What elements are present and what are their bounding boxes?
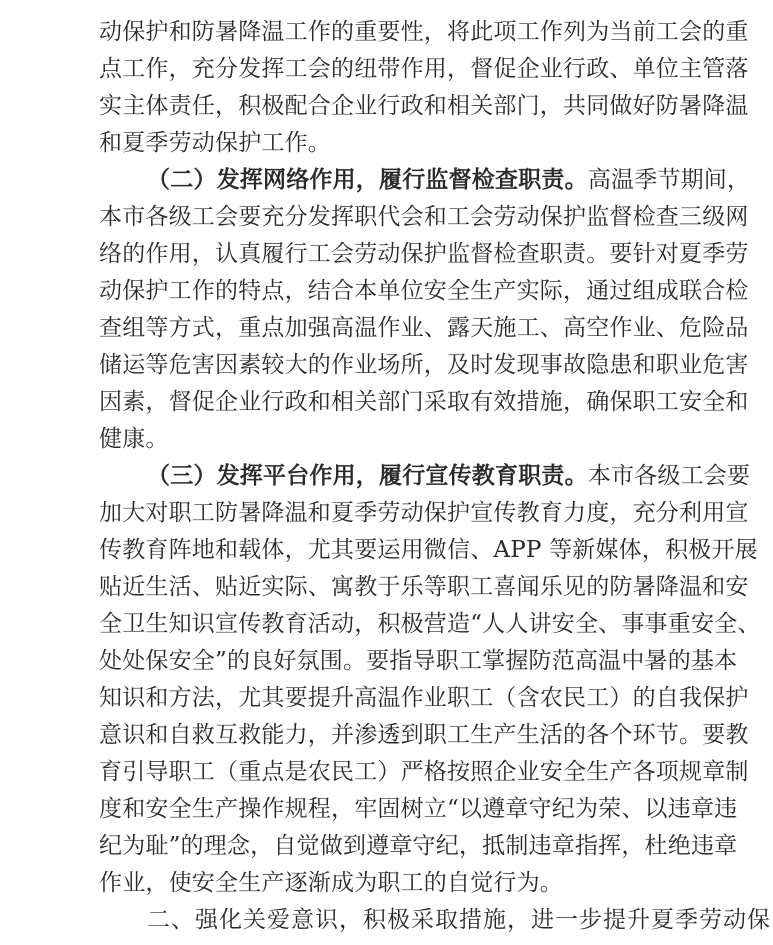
paragraph-3-line-12: 作业，使安全生产逐渐成为职工的自觉行为。 <box>99 870 563 896</box>
paragraph-2-heading: （二）发挥网络作用，履行监督检查职责。 <box>147 167 588 193</box>
paragraph-3-line-8: 意识和自救互救能力，并渗透到职工生产生活的各个环节。要教 <box>99 722 749 748</box>
paragraph-3-line-2: 加大对职工防暑降温和夏季劳动保护宣传教育力度，充分利用宣 <box>99 500 749 526</box>
paragraph-1-line-1: 动保护和防暑降温工作的重要性，将此项工作列为当前工会的重 <box>99 19 749 45</box>
paragraph-2-line-7: 因素，督促企业行政和相关部门采取有效措施，确保职工安全和 <box>99 389 749 415</box>
paragraph-2-line-5: 查组等方式，重点加强高温作业、露天施工、高空作业、危险品 <box>99 315 749 341</box>
paragraph-3-line-6: 处处保安全”的良好氛围。要指导职工掌握防范高温中暑的基本 <box>99 648 738 674</box>
paragraph-2-line-2: 本市各级工会要充分发挥职代会和工会劳动保护监督检查三级网 <box>99 204 749 230</box>
paragraph-1-line-3: 实主体责任，积极配合企业行政和相关部门，共同做好防暑降温 <box>99 93 749 119</box>
paragraph-2-first-line-rest: 高温季节期间， <box>587 167 751 193</box>
paragraph-2-line-3: 络的作用，认真履行工会劳动保护监督检查职责。要针对夏季劳 <box>99 241 749 267</box>
paragraph-3-heading: （三）发挥平台作用，履行宣传教育职责。 <box>147 463 588 489</box>
paragraph-1-line-2: 点工作，充分发挥工会的纽带作用，督促企业行政、单位主管落 <box>99 56 749 82</box>
paragraph-3-line-9: 育引导职工（重点是农民工）严格按照企业安全生产各项规章制 <box>99 759 749 785</box>
paragraph-3-line-5: 全卫生知识宣传教育活动，积极营造“人人讲安全、事事重安全、 <box>99 611 761 637</box>
paragraph-3-first-line-rest: 本市各级工会要 <box>587 463 751 489</box>
paragraph-3-line-3: 传教育阵地和载体，尤其要运用微信、APP 等新媒体，积极开展 <box>99 537 758 563</box>
paragraph-2-line-6: 储运等危害因素较大的作业场所，及时发现事故隐患和职业危害 <box>99 352 749 378</box>
paragraph-1-line-4: 和夏季劳动保护工作。 <box>99 130 331 156</box>
paragraph-3-line-4: 贴近生活、贴近实际、寓教于乐等职工喜闻乐见的防暑降温和安 <box>99 574 749 600</box>
paragraph-2-line-4: 动保护工作的特点，结合本单位安全生产实际，通过组成联合检 <box>99 278 749 304</box>
paragraph-3-line-11: 纪为耻”的理念，自觉做到遵章守纪，抵制违章指挥，杜绝违章 <box>99 833 738 859</box>
paragraph-3-line-10: 度和安全生产操作规程，牢固树立“以遵章守纪为荣、以违章违 <box>99 796 738 822</box>
paragraph-3-line-7: 知识和方法，尤其要提升高温作业职工（含农民工）的自我保护 <box>99 685 749 711</box>
paragraph-2-line-8: 健康。 <box>99 426 169 452</box>
paragraph-2-line-1 <box>147 162 751 199</box>
paragraph-3-line-1 <box>147 458 751 495</box>
section-heading: 二、强化关爱意识，积极采取措施，进一步提升夏季劳动保 <box>147 907 771 933</box>
